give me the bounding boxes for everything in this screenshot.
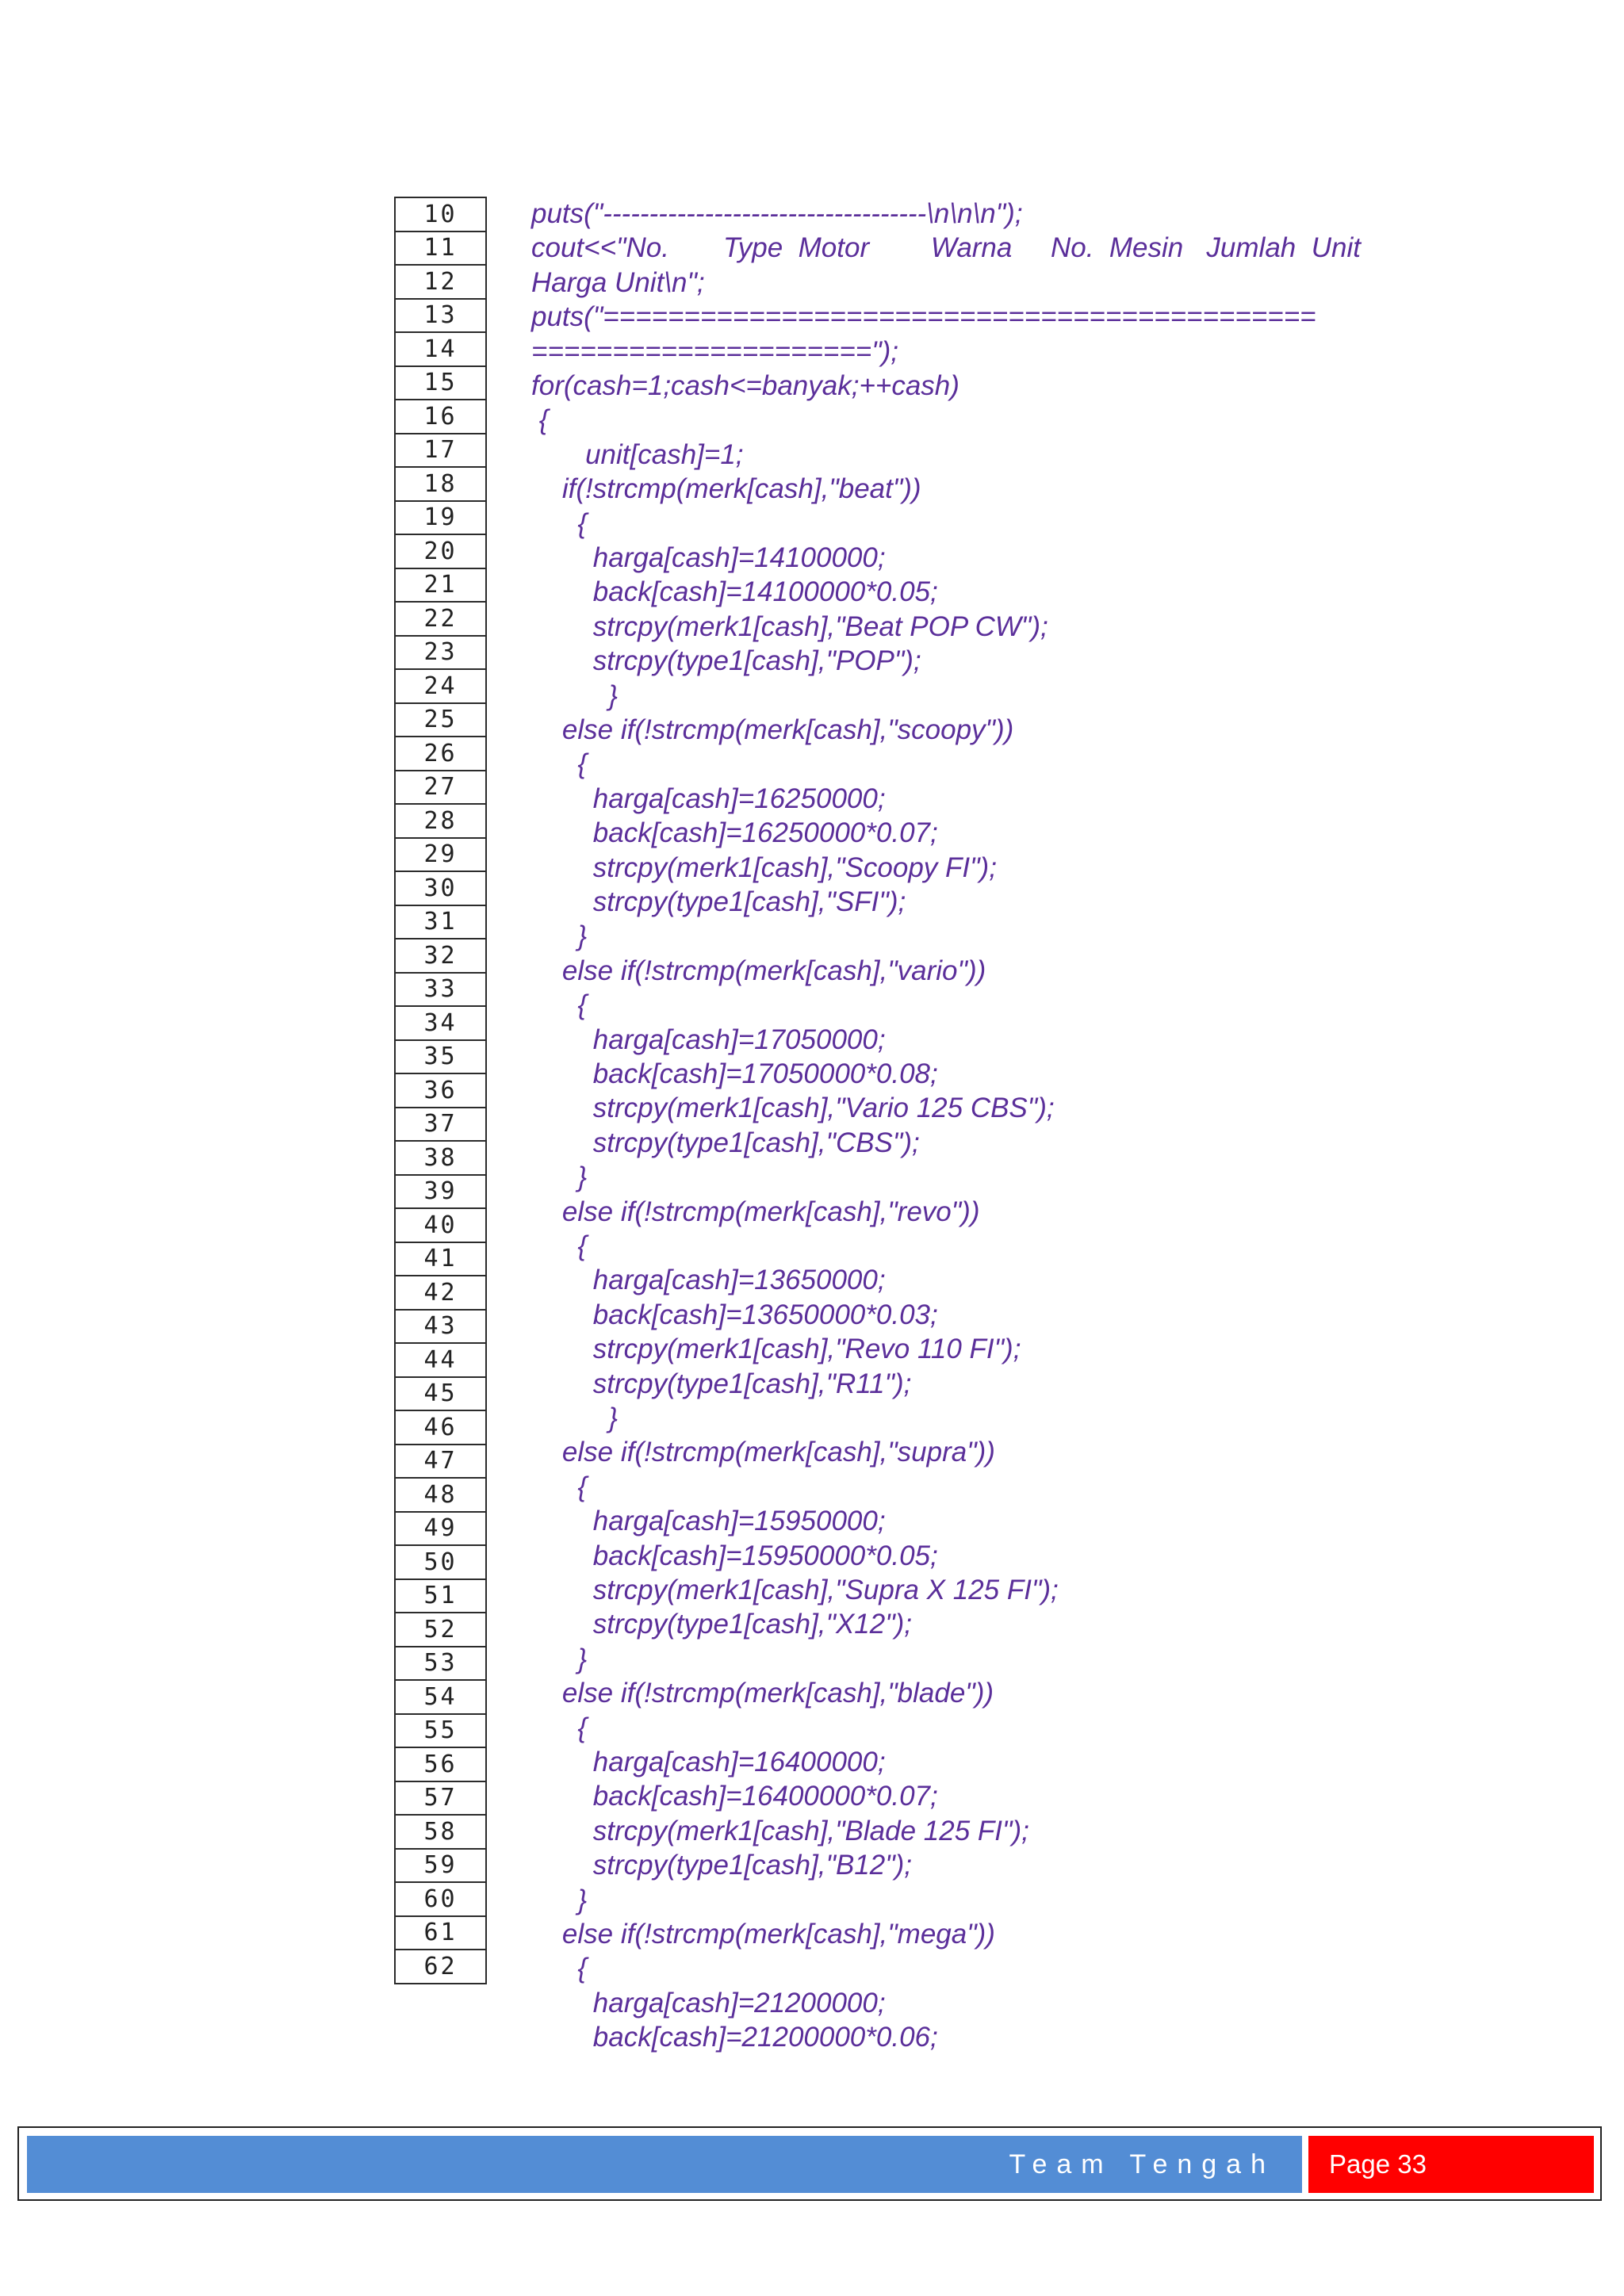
code-line: }	[531, 1161, 588, 1193]
code-line: =====================");	[531, 335, 899, 367]
code-line: {	[531, 1712, 588, 1743]
line-number-row	[395, 1579, 486, 1613]
code-line: }	[531, 1643, 588, 1674]
line-number-row	[395, 1175, 486, 1209]
line-number-row	[395, 467, 486, 501]
code-line: strcpy(type1[cash],"X12");	[531, 1609, 913, 1640]
line-number-cell: 25	[395, 703, 486, 737]
code-line: back[cash]=16400000*0.07;	[531, 1781, 938, 1812]
footer-page-number: Page 33	[1308, 2136, 1594, 2193]
line-number-row	[395, 1445, 486, 1479]
line-number-row	[395, 265, 486, 299]
code-line: }	[531, 679, 618, 711]
line-number-row	[395, 1410, 486, 1445]
code-line: {	[531, 748, 588, 780]
line-number-row	[395, 737, 486, 771]
line-number-cell: 36	[395, 1073, 486, 1108]
code-line: if(!strcmp(merk[cash],"beat"))	[531, 473, 921, 505]
line-number-cell: 30	[395, 871, 486, 905]
line-number-row	[395, 669, 486, 703]
line-number-cell: 52	[395, 1613, 486, 1647]
line-number-cell: 58	[395, 1815, 486, 1849]
line-number-row	[395, 973, 486, 1007]
line-number-row	[395, 232, 486, 266]
line-number-cell: 59	[395, 1849, 486, 1883]
line-number-row	[395, 1478, 486, 1512]
code-line: unit[cash]=1;	[531, 438, 744, 470]
line-number-row	[395, 1073, 486, 1108]
code-line: {	[531, 1471, 588, 1502]
line-number-cell: 44	[395, 1343, 486, 1377]
line-number-row	[395, 197, 486, 232]
line-number-row	[395, 366, 486, 400]
line-number-row	[395, 1647, 486, 1681]
line-number-row	[395, 568, 486, 603]
line-number-row	[395, 1006, 486, 1040]
line-number-cell: 23	[395, 636, 486, 670]
line-number-row	[395, 1377, 486, 1411]
line-number-row	[395, 1208, 486, 1242]
code-line: }	[531, 1402, 618, 1433]
code-line: back[cash]=15950000*0.05;	[531, 1540, 938, 1571]
code-line: for(cash=1;cash<=banyak;++cash)	[531, 370, 959, 401]
code-line: else if(!strcmp(merk[cash],"scoopy"))	[531, 714, 1014, 745]
code-line: {	[531, 404, 549, 436]
line-number-row	[395, 332, 486, 366]
code-line: strcpy(merk1[cash],"Blade 125 FI");	[531, 1815, 1029, 1846]
line-number-row	[395, 939, 486, 973]
line-number-body	[395, 197, 486, 1984]
line-number-row	[395, 1781, 486, 1816]
line-number-row	[395, 838, 486, 872]
code-line: {	[531, 507, 588, 539]
line-number-cell: 11	[395, 232, 486, 266]
line-number-row	[395, 804, 486, 838]
line-number-row	[395, 501, 486, 535]
code-line: back[cash]=21200000*0.06;	[531, 2022, 938, 2053]
code-line: strcpy(type1[cash],"B12");	[531, 1850, 913, 1881]
line-number-row	[395, 1714, 486, 1748]
line-number-row	[395, 1108, 486, 1142]
line-number-row	[395, 400, 486, 434]
line-number-cell: 46	[395, 1410, 486, 1445]
code-line: harga[cash]=16250000;	[531, 783, 886, 814]
line-number-row	[395, 636, 486, 670]
line-number-cell: 40	[395, 1208, 486, 1242]
line-number-row	[395, 1882, 486, 1916]
line-number-row	[395, 1141, 486, 1175]
line-number-row	[395, 1512, 486, 1546]
line-number-row	[395, 1276, 486, 1310]
code-line: back[cash]=13650000*0.03;	[531, 1299, 938, 1330]
code-line: puts("============================================	[531, 301, 1316, 333]
code-line: else if(!strcmp(merk[cash],"revo"))	[531, 1196, 980, 1227]
line-number-cell: 13	[395, 299, 486, 333]
line-number-cell: 56	[395, 1747, 486, 1781]
code-line: harga[cash]=13650000;	[531, 1265, 886, 1296]
line-number-cell: 18	[395, 467, 486, 501]
line-number-cell: 49	[395, 1512, 486, 1546]
code-line: {	[531, 1230, 588, 1261]
line-number-cell: 62	[395, 1950, 486, 1984]
code-line: {	[531, 989, 588, 1021]
code-line: else if(!strcmp(merk[cash],"blade"))	[531, 1678, 994, 1709]
line-number-cell: 42	[395, 1276, 486, 1310]
line-number-row	[395, 434, 486, 468]
line-number-cell: 34	[395, 1006, 486, 1040]
line-number-cell: 39	[395, 1175, 486, 1209]
code-line: harga[cash]=17050000;	[531, 1024, 886, 1055]
line-number-row	[395, 1680, 486, 1714]
line-number-row	[395, 1950, 486, 1984]
code-line: strcpy(type1[cash],"SFI");	[531, 886, 906, 917]
code-line: harga[cash]=14100000;	[531, 542, 886, 573]
code-line: else if(!strcmp(merk[cash],"supra"))	[531, 1437, 995, 1468]
line-number-cell: 50	[395, 1545, 486, 1579]
line-number-row	[395, 299, 486, 333]
page-footer	[17, 2126, 1602, 2201]
line-number-cell: 26	[395, 737, 486, 771]
code-line: harga[cash]=15950000;	[531, 1506, 886, 1537]
line-number-cell: 60	[395, 1882, 486, 1916]
line-number-row	[395, 703, 486, 737]
line-number-cell: 55	[395, 1714, 486, 1748]
line-number-row	[395, 534, 486, 568]
line-number-row	[395, 771, 486, 805]
line-number-cell: 33	[395, 973, 486, 1007]
line-number-cell: 54	[395, 1680, 486, 1714]
line-number-row	[395, 1310, 486, 1344]
line-number-row	[395, 1815, 486, 1849]
line-number-cell: 61	[395, 1916, 486, 1950]
line-number-cell: 32	[395, 939, 486, 973]
line-number-cell: 22	[395, 602, 486, 636]
code-line: strcpy(type1[cash],"POP");	[531, 645, 921, 677]
footer-team-label: Team Tengah	[27, 2136, 1302, 2193]
code-line: strcpy(merk1[cash],"Beat POP CW");	[531, 610, 1048, 642]
code-line: back[cash]=16250000*0.07;	[531, 817, 938, 849]
line-number-row	[395, 1545, 486, 1579]
line-number-cell: 51	[395, 1579, 486, 1613]
code-line: strcpy(merk1[cash],"Revo 110 FI");	[531, 1334, 1021, 1365]
line-number-row	[395, 1613, 486, 1647]
line-number-cell: 24	[395, 669, 486, 703]
line-number-cell: 19	[395, 501, 486, 535]
line-number-cell: 47	[395, 1445, 486, 1479]
line-number-cell: 53	[395, 1647, 486, 1681]
line-number-row	[395, 905, 486, 939]
code-line: strcpy(type1[cash],"CBS");	[531, 1127, 920, 1158]
code-line: back[cash]=14100000*0.05;	[531, 576, 938, 608]
line-number-cell: 31	[395, 905, 486, 939]
line-number-cell: 27	[395, 771, 486, 805]
line-number-row	[395, 1916, 486, 1950]
line-number-cell: 57	[395, 1781, 486, 1816]
code-line: puts("-----------------------------------\n\n\n");	[531, 198, 1023, 229]
code-line: harga[cash]=16400000;	[531, 1747, 886, 1777]
line-number-row	[395, 1242, 486, 1276]
line-number-cell: 17	[395, 434, 486, 468]
line-number-cell: 38	[395, 1141, 486, 1175]
line-number-cell: 14	[395, 332, 486, 366]
line-number-cell: 10	[395, 197, 486, 232]
line-number-row	[395, 1747, 486, 1781]
line-number-row	[395, 1040, 486, 1074]
code-line: strcpy(merk1[cash],"Vario 125 CBS");	[531, 1093, 1055, 1124]
line-number-cell: 20	[395, 534, 486, 568]
line-number-row	[395, 1849, 486, 1883]
code-line: back[cash]=17050000*0.08;	[531, 1058, 938, 1089]
line-number-cell: 37	[395, 1108, 486, 1142]
line-number-table	[394, 197, 487, 1984]
line-number-cell: 45	[395, 1377, 486, 1411]
code-line: else if(!strcmp(merk[cash],"mega"))	[531, 1919, 995, 1950]
code-line: }	[531, 1884, 588, 1915]
line-number-cell: 28	[395, 804, 486, 838]
line-number-cell: 48	[395, 1478, 486, 1512]
line-number-cell: 15	[395, 366, 486, 400]
line-number-cell: 21	[395, 568, 486, 603]
code-line: strcpy(merk1[cash],"Supra X 125 FI");	[531, 1575, 1059, 1605]
line-number-row	[395, 602, 486, 636]
code-line: }	[531, 920, 588, 952]
line-number-cell: 12	[395, 265, 486, 299]
line-number-cell: 16	[395, 400, 486, 434]
line-number-row	[395, 1343, 486, 1377]
line-number-row	[395, 871, 486, 905]
line-number-cell: 29	[395, 838, 486, 872]
code-line: strcpy(type1[cash],"R11");	[531, 1368, 912, 1399]
code-line: {	[531, 1953, 588, 1984]
line-number-cell: 35	[395, 1040, 486, 1074]
code-line: strcpy(merk1[cash],"Scoopy FI");	[531, 851, 997, 883]
line-number-cell: 41	[395, 1242, 486, 1276]
code-line: else if(!strcmp(merk[cash],"vario"))	[531, 955, 986, 986]
code-line: cout<<"No. Type Motor Warna No. Mesin Jumlah Unit	[531, 232, 1361, 264]
line-number-cell: 43	[395, 1310, 486, 1344]
code-line: Harga Unit\n";	[531, 266, 705, 298]
code-line: harga[cash]=21200000;	[531, 1987, 886, 2019]
